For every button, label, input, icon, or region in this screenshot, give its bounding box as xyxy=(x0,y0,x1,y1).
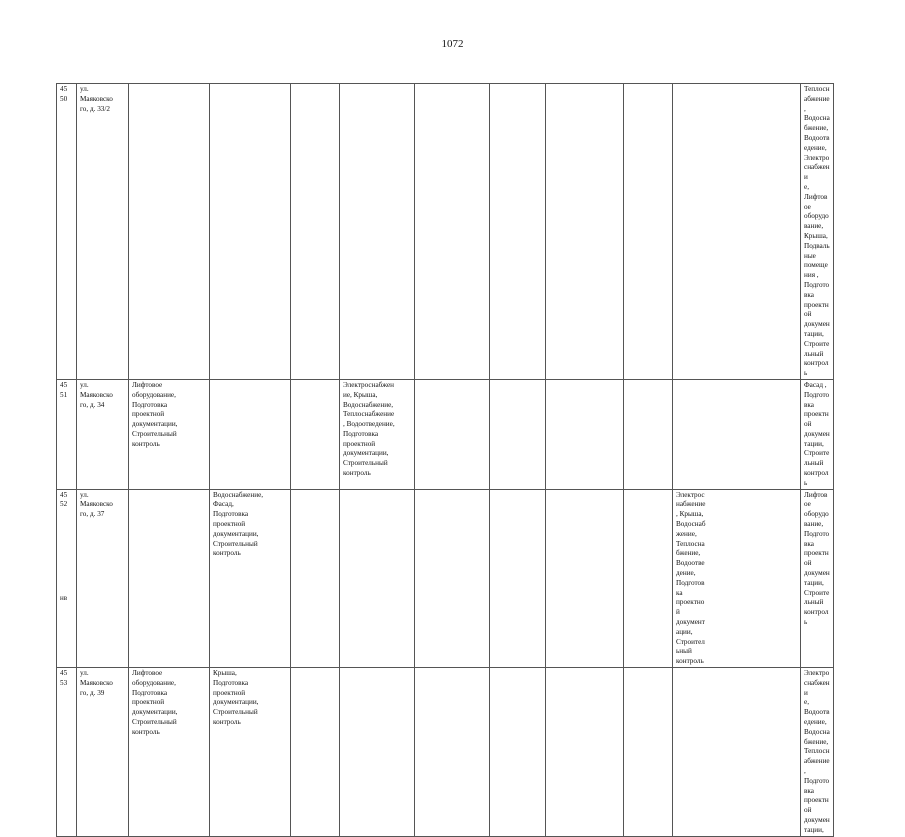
work-cell: Теплоснабжение, Водоснабжение, Водоотведение, Электроснабжени е, Лифтовое оборудование, Крыша, Подвальные помещения , Подготовка проектной документации, Строительный контроль xyxy=(801,84,834,380)
work-cell xyxy=(129,489,210,667)
work-cell xyxy=(210,379,291,489)
work-cell xyxy=(291,668,340,837)
work-cell xyxy=(490,668,546,837)
work-cell xyxy=(673,379,801,489)
row-number-cell: 45 50 xyxy=(57,84,77,380)
table-row xyxy=(57,489,834,667)
work-cell: Лифтовое оборудование, Подготовка проектной документации, Строительный контроль xyxy=(129,379,210,489)
address-cell: ул. Маяковско го, д. 39 xyxy=(77,668,129,837)
work-cell xyxy=(291,84,340,380)
work-cell xyxy=(673,84,801,380)
work-cell xyxy=(490,84,546,380)
work-cell xyxy=(291,379,340,489)
work-cell xyxy=(340,84,415,380)
work-cell xyxy=(624,84,673,380)
work-cell xyxy=(546,489,624,667)
work-cell: Лифтовое оборудование, Подготовка проектной документации, Строительный контроль xyxy=(129,668,210,837)
work-cell xyxy=(546,379,624,489)
work-cell: Крыша, Подготовка проектной документации, Строительный контроль xyxy=(210,668,291,837)
table-row xyxy=(57,379,834,489)
work-cell: Электроснабжен ие, Крыша, Водоснабжение, Теплоснабжение , Водоотведение, Подготовка проектной документации, Строительный контроль xyxy=(340,379,415,489)
row-number-cell: 45 52 xyxy=(57,489,77,667)
work-cell xyxy=(546,84,624,380)
work-cell: Фасад , Подготовка проектной документации, Строительный контроль xyxy=(801,379,834,489)
table-row xyxy=(57,668,834,837)
work-cell xyxy=(415,668,490,837)
work-cell xyxy=(415,489,490,667)
row-number-cell: 45 53 xyxy=(57,668,77,837)
work-cell: Электрос набжение , Крыша, Водоснаб жение, Теплосна бжение, Водоотве дение, Подготов ка проектно й документ ации, Строител ьный контроль xyxy=(673,489,801,667)
table-row xyxy=(57,84,834,380)
work-cell xyxy=(340,668,415,837)
work-cell: Лифтовое оборудование, Подготовка проектной документации, Строительный контроль xyxy=(801,489,834,667)
table-body xyxy=(57,84,834,837)
work-cell: Водоснабжение, Фасад, Подготовка проектной документации, Строительный контроль xyxy=(210,489,291,667)
work-cell xyxy=(415,84,490,380)
work-cell xyxy=(624,489,673,667)
work-cell: Электроснабжени е, Водоотведение, Водоснабжение, Теплоснабжение, Подготовка проектной документации, xyxy=(801,668,834,837)
work-cell xyxy=(340,489,415,667)
address-cell: ул. Маяковско го, д. 33/2 xyxy=(77,84,129,380)
footer-mark: нв xyxy=(60,594,68,602)
address-cell: ул. Маяковско го, д. 34 xyxy=(77,379,129,489)
page-number: 1072 xyxy=(441,38,464,50)
work-cell xyxy=(624,379,673,489)
work-cell xyxy=(673,668,801,837)
work-cell xyxy=(415,379,490,489)
work-cell xyxy=(490,379,546,489)
works-table xyxy=(56,83,834,837)
work-cell xyxy=(129,84,210,380)
work-cell xyxy=(624,668,673,837)
work-cell xyxy=(546,668,624,837)
work-cell xyxy=(291,489,340,667)
work-cell xyxy=(210,84,291,380)
row-number-cell: 45 51 xyxy=(57,379,77,489)
work-cell xyxy=(490,489,546,667)
address-cell: ул. Маяковско го, д. 37 xyxy=(77,489,129,667)
